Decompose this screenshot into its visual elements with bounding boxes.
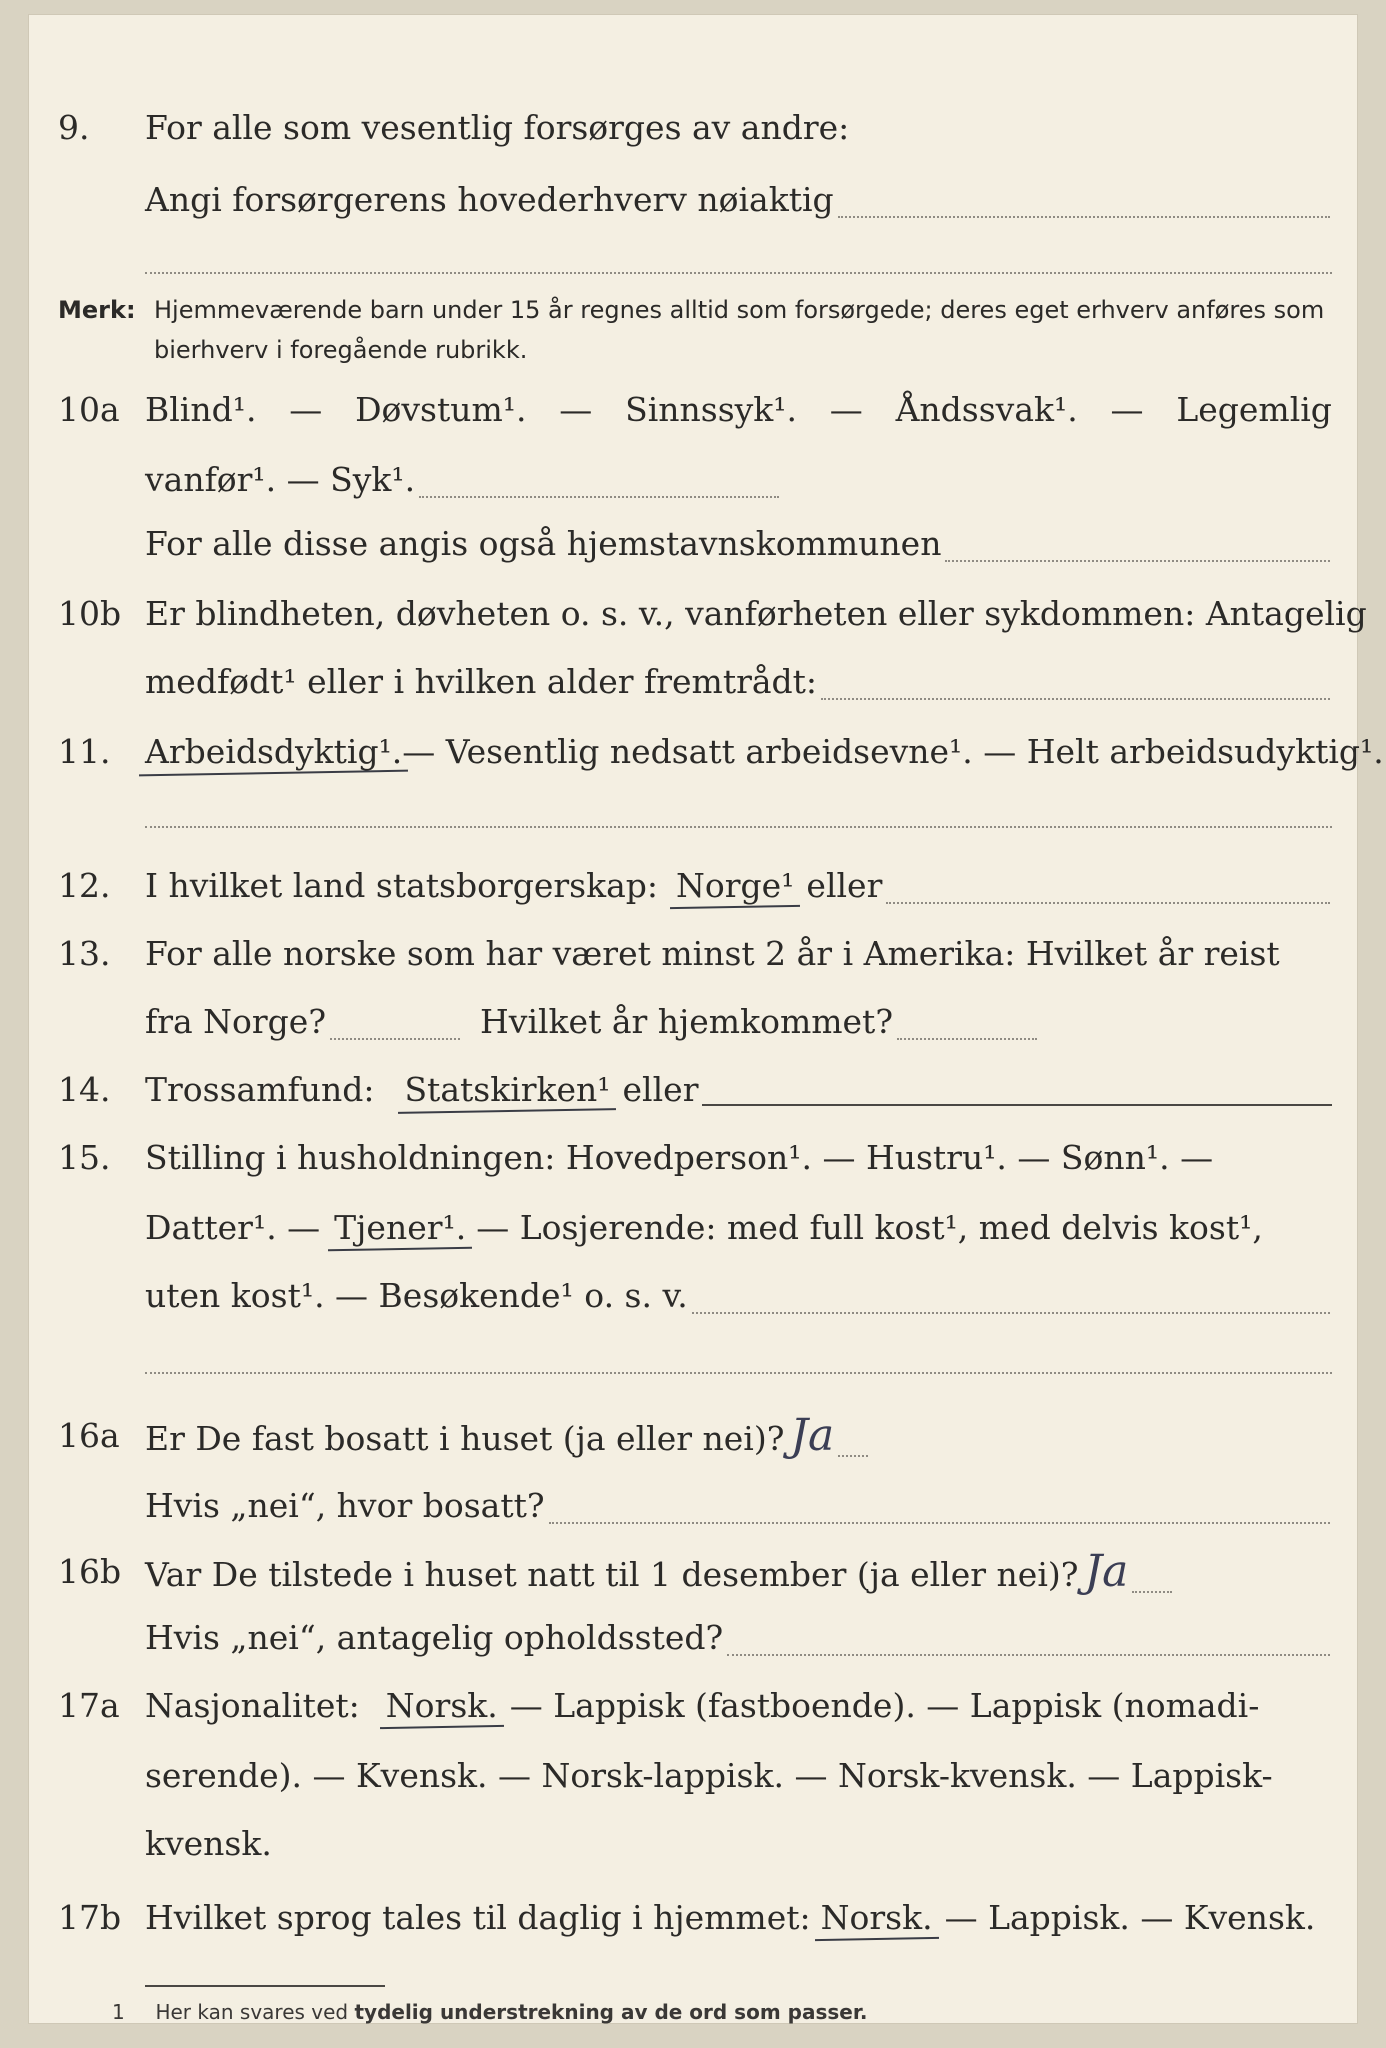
q12-other-field[interactable] xyxy=(886,902,1330,904)
q14-eller: eller xyxy=(622,1070,699,1109)
footnote xyxy=(112,2000,867,2024)
q11-number: 11. xyxy=(58,732,111,771)
q10a-number: 10a xyxy=(58,390,120,429)
q16a-answer-field[interactable] xyxy=(838,1455,868,1457)
q12-row xyxy=(0,858,1386,914)
q9-number: 9. xyxy=(58,108,90,147)
q17b-question: Hvilket sprog tales til daglig i hjemmet: xyxy=(145,1898,811,1937)
q16a-row-2 xyxy=(0,1478,1386,1534)
footnote-rule xyxy=(145,1985,385,1987)
q12-eller: eller xyxy=(806,866,883,905)
q13-number: 13. xyxy=(58,934,111,973)
q15-datter: Datter¹. — xyxy=(145,1208,321,1247)
q16b-line2: Hvis „nei“, antagelig opholdssted? xyxy=(145,1618,724,1657)
q16b-row-2 xyxy=(0,1610,1386,1666)
q9-line1: For alle som vesentlig forsørges av andre: xyxy=(145,108,850,147)
q13-line1: For alle norske som har været minst 2 år i Amerika: Hvilket år reist xyxy=(145,934,1280,973)
q16a-residence-field[interactable] xyxy=(549,1522,1330,1524)
footnote-bold-text: tydelig understrekning av de ord som passer. xyxy=(354,2000,868,2024)
q13-left-label: fra Norge? xyxy=(145,1002,327,1041)
q14-answer-statskirken[interactable]: Statskirken¹ xyxy=(404,1062,610,1118)
option-sinnssyk: Sinnssyk¹. xyxy=(625,390,797,429)
q16b-answer-field[interactable] xyxy=(1132,1591,1172,1593)
q15-row-3 xyxy=(0,1268,1386,1324)
q12-number: 12. xyxy=(58,866,111,905)
q17a-number: 17a xyxy=(58,1686,120,1725)
note-label: Merk: xyxy=(58,296,136,324)
q13-return-field[interactable] xyxy=(897,1038,1037,1040)
q15-answer-field-2[interactable] xyxy=(145,1372,1332,1374)
q13-row xyxy=(0,926,1386,982)
q12-answer-norge[interactable]: Norge¹ xyxy=(676,858,794,914)
q11-answer-field[interactable] xyxy=(145,826,1332,828)
q10a-hometown-field[interactable] xyxy=(945,560,1330,562)
q16b-row xyxy=(0,1544,1386,1600)
q10a-answer-field[interactable] xyxy=(419,496,779,498)
q14-row xyxy=(0,1062,1386,1118)
q13-left-field[interactable] xyxy=(330,1038,460,1040)
q9-answer-field-2[interactable] xyxy=(145,272,1332,274)
option-blind: Blind¹. xyxy=(145,390,257,429)
q10a-row-2 xyxy=(0,452,1386,508)
q15-line1: Stilling i husholdningen: Hovedperson¹. — Hustru¹. — Sønn¹. — xyxy=(145,1138,1214,1177)
q15-row xyxy=(0,1130,1386,1186)
q17a-row-2 xyxy=(0,1748,1386,1804)
q14-number: 14. xyxy=(58,1070,111,1109)
q15-row-2 xyxy=(0,1200,1386,1256)
q17a-row-3 xyxy=(0,1816,1386,1872)
q15-answer-tjener[interactable]: Tjener¹. xyxy=(334,1200,466,1256)
q10b-line2: medfødt¹ eller i hvilken alder fremtrådt: xyxy=(145,662,818,701)
q17b-rest: — Lappisk. — Kvensk. xyxy=(944,1898,1316,1937)
q17b-row xyxy=(0,1890,1386,1946)
q17b-answer-norsk[interactable]: Norsk. xyxy=(821,1890,933,1946)
q10b-row xyxy=(0,586,1386,642)
q16a-row xyxy=(0,1408,1386,1464)
q15-line2-rest: — Losjerende: med full kost¹, med delvis kost¹, xyxy=(476,1208,1263,1247)
q14-question: Trossamfund: xyxy=(145,1070,375,1109)
q10b-line1: Er blindheten, døvheten o. s. v., vanførheten eller sykdommen: Antagelig xyxy=(145,594,1367,633)
q9-row-2 xyxy=(0,172,1386,228)
q13-return-label: Hvilket år hjemkommet? xyxy=(480,1002,894,1041)
option-andssvak: Åndssvak¹. xyxy=(895,390,1078,429)
q17a-row xyxy=(0,1678,1386,1734)
q10a-line1 xyxy=(145,382,1332,438)
q15-number: 15. xyxy=(58,1138,111,1177)
q11-options-rest: — Vesentlig nedsatt arbeidsevne¹. — Helt arbeidsudyktig¹. xyxy=(402,732,1384,771)
q16b-question: Var De tilstede i huset natt til 1 desember (ja eller nei)? xyxy=(145,1555,1079,1594)
q11-row xyxy=(0,724,1386,780)
footnote-mark: 1 xyxy=(112,2000,125,2024)
q16a-number: 16a xyxy=(58,1416,120,1455)
q16a-line2: Hvis „nei“, hvor bosatt? xyxy=(145,1486,545,1525)
q10a-line2: vanfør¹. — Syk¹. xyxy=(145,460,416,499)
q17a-line1-rest: — Lappisk (fastboende). — Lappisk (nomadi- xyxy=(509,1686,1260,1725)
q16b-number: 16b xyxy=(58,1552,122,1591)
dash: — xyxy=(829,390,863,429)
q13-row-2 xyxy=(0,994,1386,1050)
q11-option-arbeidsdyktig[interactable]: Arbeidsdyktig¹. xyxy=(145,724,402,780)
q14-other-field[interactable] xyxy=(702,1104,1332,1106)
q10b-answer-field[interactable] xyxy=(821,698,1330,700)
option-dovstum: Døvstum¹. xyxy=(355,390,527,429)
dash: — xyxy=(289,390,323,429)
q16a-question: Er De fast bosatt i huset (ja eller nei)? xyxy=(145,1419,785,1458)
q9-row xyxy=(0,100,1386,156)
q10a-row-3 xyxy=(0,516,1386,572)
q15-answer-field[interactable] xyxy=(692,1312,1330,1314)
q16b-whereabouts-field[interactable] xyxy=(727,1654,1330,1656)
q9-answer-field[interactable] xyxy=(838,216,1330,218)
q10a-row xyxy=(0,382,1386,438)
q17a-line3: kvensk. xyxy=(145,1824,272,1863)
note-text: Hjemmeværende barn under 15 år regnes alltid som forsørgede; deres eget erhverv anføres som bierhverv i foregående rubrikk. xyxy=(154,296,1325,364)
q17b-number: 17b xyxy=(58,1898,122,1937)
q17a-answer-norsk[interactable]: Norsk. xyxy=(386,1678,498,1734)
dash: — xyxy=(1110,390,1144,429)
q12-question: I hvilket land statsborgerskap: xyxy=(145,866,659,905)
q17a-question: Nasjonalitet: xyxy=(145,1686,360,1725)
q9-line2: Angi forsørgerens hovederhverv nøiaktig xyxy=(145,180,834,219)
q10a-line3: For alle disse angis også hjemstavnskommunen xyxy=(145,524,942,563)
q10b-number: 10b xyxy=(58,594,122,633)
option-legemlig: Legemlig xyxy=(1176,390,1332,429)
dash: — xyxy=(559,390,593,429)
q17a-line2: serende). — Kvensk. — Norsk-lappisk. — Norsk-kvensk. — Lappisk- xyxy=(145,1756,1273,1795)
q16b-handwritten-answer[interactable]: Ja xyxy=(1084,1546,1129,1597)
footnote-text: Her kan svares ved xyxy=(155,2000,349,2024)
q16a-handwritten-answer[interactable]: Ja xyxy=(790,1410,835,1461)
q15-line3: uten kost¹. — Besøkende¹ o. s. v. xyxy=(145,1276,688,1315)
q10b-row-2 xyxy=(0,654,1386,710)
